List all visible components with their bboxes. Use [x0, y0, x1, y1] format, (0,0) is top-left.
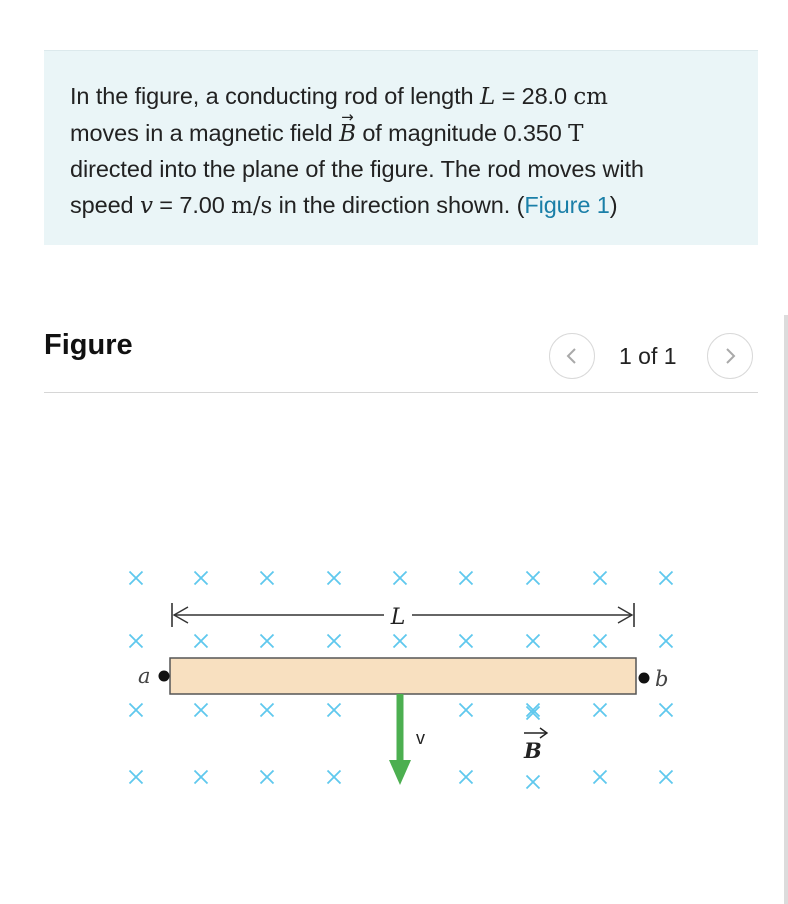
field-x-mark: [261, 704, 274, 717]
field-x-mark: [660, 572, 673, 585]
field-x-mark: [130, 771, 143, 784]
end-a-label: a: [138, 664, 151, 688]
field-x-mark: [460, 771, 473, 784]
field-vector-symbol: → B: [339, 117, 356, 153]
field-x-mark: [130, 635, 143, 648]
speed-unit: m/s: [231, 192, 273, 219]
length-symbol: L: [479, 84, 496, 110]
figure-pager: 1 of 1: [619, 343, 677, 369]
field-x-mark: [261, 635, 274, 648]
field-x-mark: [527, 572, 540, 585]
field-x-mark: [594, 704, 607, 717]
field-x-mark: [328, 572, 341, 585]
svg-text:B: B: [524, 738, 542, 763]
field-x-mark: [195, 771, 208, 784]
field-x-mark: [660, 704, 673, 717]
field-x-mark: [460, 635, 473, 648]
field-x-mark: [594, 771, 607, 784]
conducting-rod: [170, 658, 636, 694]
field-x-mark: [594, 572, 607, 585]
field-x-mark: [195, 704, 208, 717]
field-x-mark: [660, 635, 673, 648]
length-unit: cm: [573, 84, 608, 110]
field-label: [518, 728, 550, 764]
field-x-mark: [460, 572, 473, 585]
field-x-mark: [195, 635, 208, 648]
field-x-mark: [394, 572, 407, 585]
end-b-dot: [639, 673, 650, 684]
field-x-mark: [660, 771, 673, 784]
end-b-label: b: [655, 667, 669, 691]
field-x-mark: [130, 704, 143, 717]
velocity-arrow: [389, 694, 411, 785]
field-x-mark: [527, 704, 540, 717]
field-x-mark: [328, 771, 341, 784]
field-x-mark: [527, 707, 540, 720]
field-x-mark: [261, 572, 274, 585]
length-dimension: [172, 603, 634, 630]
figure-title: Figure: [44, 329, 133, 361]
end-a-dot: [159, 671, 170, 682]
length-label: L: [390, 605, 406, 630]
field-x-mark: [261, 771, 274, 784]
field-x-mark: [594, 635, 607, 648]
figure-link[interactable]: Figure 1: [524, 191, 610, 218]
field-x-mark: [328, 704, 341, 717]
problem-text: In the figure, a conducting rod of length L = 28.0 cm moves in a magnetic field → B of magnitude 0.350 T directed into the plane of the figure. The rod moves with speed v = 7.00 m/s in the direction shown. (Figure 1): [70, 79, 730, 224]
velocity-label: v: [416, 728, 425, 748]
speed-symbol: v: [139, 192, 153, 219]
field-x-mark: [195, 572, 208, 585]
field-x-mark: [460, 704, 473, 717]
field-x-mark: [527, 635, 540, 648]
field-x-mark: [328, 635, 341, 648]
field-unit: T: [568, 120, 584, 147]
field-x-mark: [394, 635, 407, 648]
field-x-mark: [130, 572, 143, 585]
field-x-mark: [527, 776, 540, 789]
